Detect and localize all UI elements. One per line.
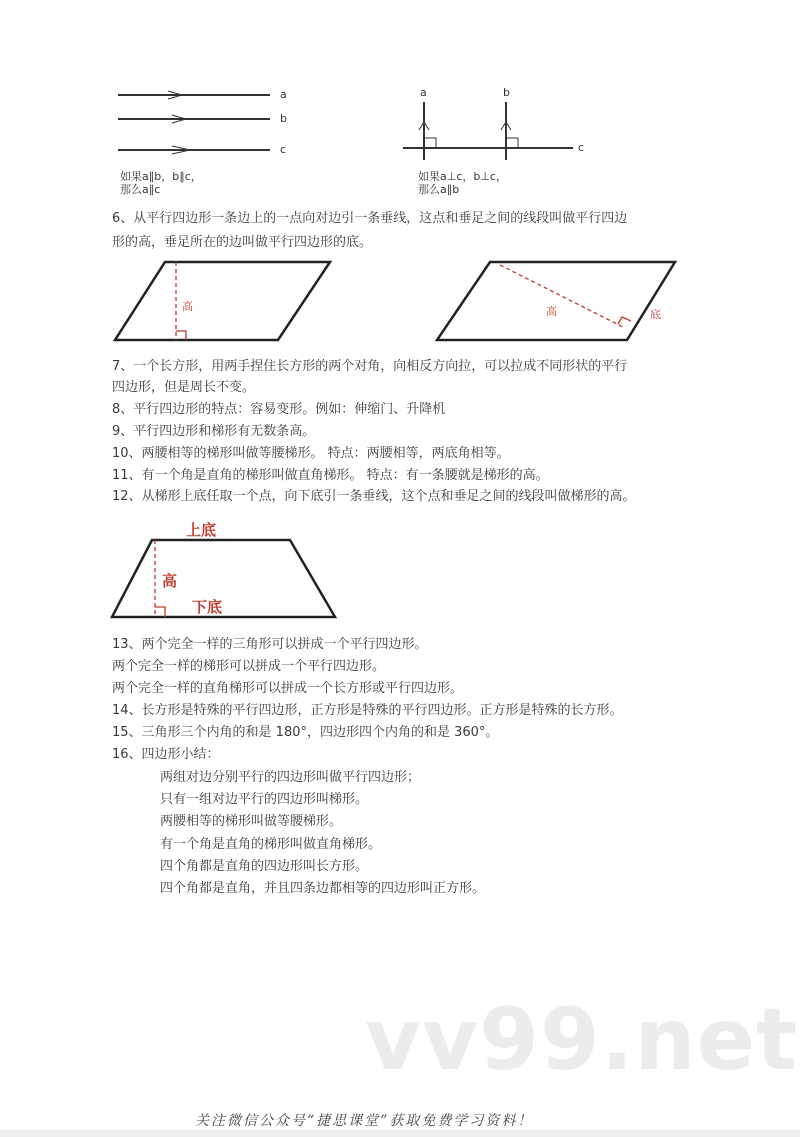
text-line: 10、两腰相等的梯形叫做等腰梯形。 特点：两腰相等，两底角相等。 [112, 446, 510, 461]
base-label-right: 底 [650, 308, 661, 321]
line-label-c: c [280, 143, 287, 156]
trapezoid-diagram [112, 540, 335, 617]
text-line: 6、从平行四边形一条边上的一点向对边引一条垂线，这点和垂足之间的线段叫做平行四边 [112, 211, 628, 226]
footer-note: 关注微信公众号“捷思课堂”获取免费学习资料！ [195, 1113, 534, 1129]
perp-caption: 如果a⊥c，b⊥c， [418, 170, 507, 183]
text-line: 两个完全一样的梯形可以拼成一个平行四边形。 [112, 659, 386, 674]
text-line: 8、平行四边形的特点：容易变形。例如：伸缩门、升降机 [112, 402, 446, 417]
text-line: 12、从梯形上底任取一个点，向下底引一条垂线，这个点和垂足之间的线段叫做梯形的高。 [112, 489, 636, 504]
text-line: 7、一个长方形，用两手捏住长方形的两个对角，向相反方向拉，可以拉成不同形状的平行 [112, 359, 628, 374]
text-line: 14、长方形是特殊的平行四边形，正方形是特殊的平行四边形。正方形是特殊的长方形。 [112, 703, 623, 718]
trapezoid-top-label: 上底 [186, 521, 217, 539]
watermark: vv99.net [365, 990, 799, 1090]
summary-line: 两腰相等的梯形叫做等腰梯形。 [160, 814, 343, 829]
text-line: 16、四边形小结： [112, 747, 220, 762]
bottom-bar [0, 1130, 800, 1137]
perpendicular-lines-diagram [403, 102, 573, 160]
height-label-left: 高 [182, 300, 193, 313]
summary-line: 四个角都是直角的四边形叫长方形。 [160, 859, 369, 874]
perp-label-c: c [578, 141, 585, 154]
line-label-b: b [280, 112, 287, 125]
parallelogram-left [115, 262, 330, 340]
text-line: 13、两个完全一样的三角形可以拼成一个平行四边形。 [112, 637, 428, 652]
parallel-caption-2: 那么a∥c [120, 183, 161, 196]
text-line: 15、三角形三个内角的和是 180°，四边形四个内角的和是 360°。 [112, 725, 499, 740]
text-line: 9、平行四边形和梯形有无数条高。 [112, 424, 316, 439]
perp-label-a: a [420, 86, 427, 99]
text-line: 11、有一个角是直角的梯形叫做直角梯形。 特点：有一条腰就是梯形的高。 [112, 468, 549, 483]
summary-line: 两组对边分别平行的四边形叫做平行四边形； [160, 770, 421, 785]
parallelogram-right [437, 262, 675, 340]
text-line: 两个完全一样的直角梯形可以拼成一个长方形或平行四边形。 [112, 681, 464, 696]
summary-line: 四个角都是直角，并且四条边都相等的四边形叫正方形。 [160, 881, 486, 896]
height-label-right: 高 [546, 305, 557, 318]
text-line: 四边形，但是周长不变。 [112, 380, 256, 395]
perp-caption-2: 那么a∥b [418, 183, 460, 196]
parallel-caption: 如果a∥b，b∥c， [120, 170, 202, 183]
trapezoid-height-label: 高 [162, 572, 178, 590]
parallel-lines-diagram [118, 91, 270, 154]
summary-line: 有一个角是直角的梯形叫做直角梯形。 [160, 837, 382, 852]
trapezoid-bottom-label: 下底 [192, 598, 223, 616]
perp-label-b: b [503, 86, 510, 99]
text-line: 形的高，垂足所在的边叫做平行四边形的底。 [112, 235, 373, 250]
line-label-a: a [280, 88, 287, 101]
summary-line: 只有一组对边平行的四边形叫梯形。 [160, 792, 369, 807]
